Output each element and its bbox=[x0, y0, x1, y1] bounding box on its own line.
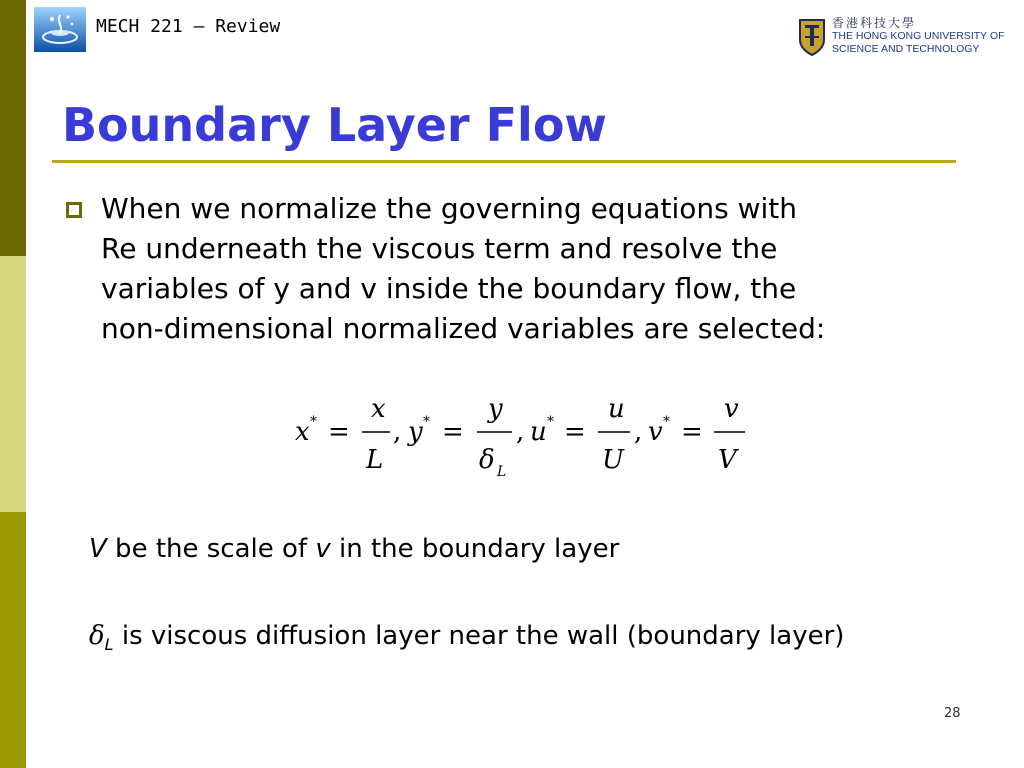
eq-equals-4: = bbox=[681, 417, 703, 447]
eq-u-star: * bbox=[547, 414, 554, 430]
note2-text: is viscous diffusion layer near the wall (boundary layer) bbox=[113, 621, 845, 651]
eq-comma-1: , bbox=[393, 417, 402, 447]
page-number: 28 bbox=[944, 706, 961, 721]
eq-comma-3: , bbox=[634, 417, 643, 447]
eq-v-den: V bbox=[718, 445, 737, 475]
eq-x: x bbox=[295, 417, 310, 447]
eq-y-den: δ bbox=[479, 445, 495, 475]
eq-v-num: v bbox=[724, 394, 739, 424]
eq-u: u bbox=[530, 417, 547, 447]
note1-text: be the scale of bbox=[106, 534, 316, 564]
note-velocity-scale bbox=[89, 534, 619, 564]
decorative-sidebar bbox=[0, 0, 26, 768]
course-logo-icon bbox=[34, 7, 86, 52]
slide-title: Boundary Layer Flow bbox=[62, 98, 607, 152]
eq-u-num: u bbox=[608, 394, 625, 424]
university-name-chinese: 香港科技大學 bbox=[832, 16, 917, 30]
note2-subscript: L bbox=[104, 635, 114, 654]
university-logo bbox=[798, 14, 1013, 58]
eq-y: y bbox=[408, 417, 423, 447]
eq-x-star: * bbox=[310, 414, 317, 430]
note-diffusion-layer bbox=[89, 621, 844, 654]
eq-x-num: x bbox=[371, 394, 386, 424]
eq-x-den: L bbox=[366, 445, 384, 475]
course-title: MECH 221 – Review bbox=[96, 16, 281, 37]
university-name-line2: SCIENCE AND TECHNOLOGY bbox=[832, 43, 980, 55]
normalization-equation bbox=[290, 392, 760, 488]
note1-text2: in the boundary layer bbox=[330, 534, 620, 564]
eq-y-den-sub: L bbox=[497, 464, 507, 480]
sidebar-band-top bbox=[0, 0, 26, 256]
sidebar-band-bottom bbox=[0, 512, 26, 768]
note1-symbol: V bbox=[89, 534, 107, 564]
hkust-crest-icon bbox=[798, 16, 826, 56]
square-bullet-icon bbox=[66, 202, 82, 218]
note2-symbol: δ bbox=[89, 621, 105, 651]
note1-symbol2: v bbox=[315, 534, 331, 564]
eq-y-star: * bbox=[423, 414, 430, 430]
eq-equals-1: = bbox=[328, 417, 350, 447]
title-divider bbox=[52, 160, 956, 163]
bullet-text: When we normalize the governing equations with Re underneath the viscous term and resolve the variables of y and v inside the boundary flow, the non-dimensional normalized variables are selected: bbox=[101, 192, 826, 345]
university-name-line1: THE HONG KONG UNIVERSITY OF bbox=[832, 30, 1005, 42]
eq-v-star: * bbox=[663, 414, 670, 430]
eq-v: v bbox=[648, 417, 663, 447]
eq-y-num: y bbox=[488, 394, 503, 424]
sidebar-band-middle bbox=[0, 256, 26, 512]
eq-u-den: U bbox=[602, 445, 624, 475]
eq-comma-2: , bbox=[516, 417, 525, 447]
eq-equals-3: = bbox=[564, 417, 586, 447]
eq-equals-2: = bbox=[442, 417, 464, 447]
